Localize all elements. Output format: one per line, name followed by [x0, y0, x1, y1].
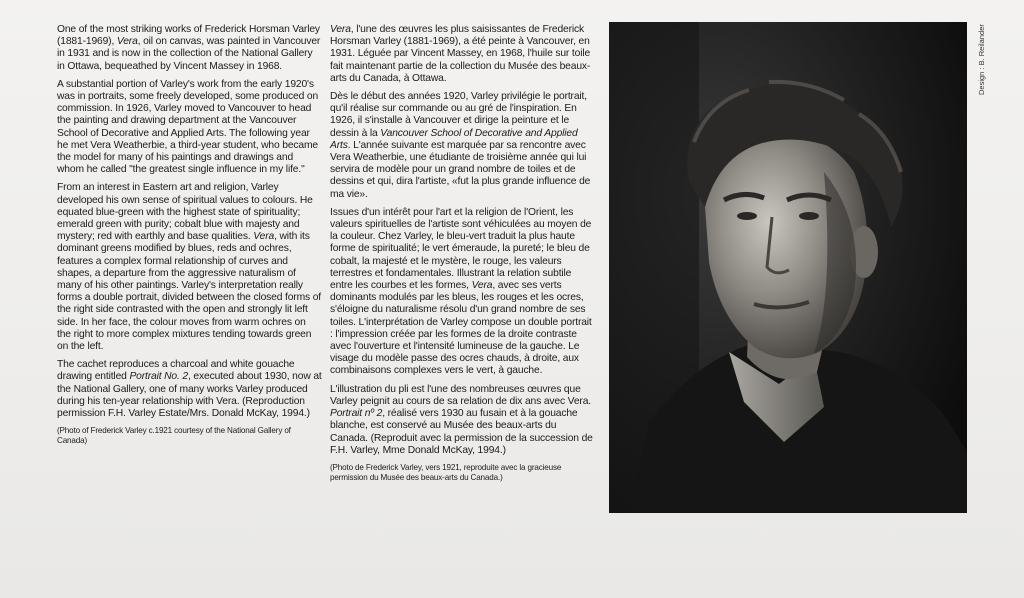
- text-run: , executed about 1930, now at the National Gallery, one of many works Varley produced during his ten-year relationship with Vera. (Reproduction permission F.H. Varley Estate/Mrs. Donald McKay, 1994.): [57, 371, 322, 420]
- french-paragraph-1: [330, 24, 595, 85]
- english-paragraph-2: A substantial portion of Varley's work from the early 1920's was in portraits, some freely developed, some produced on commission. In 1926, Varley moved to Vancouver to head the painting and drawing department at the Vancouver School of Decorative and Applied Arts. The following year he met Vera Weatherbie, a third-year student, who became the model for many of his paintings and drawings and whom he called "the greatest single influence in my life.": [57, 78, 319, 176]
- design-credit: [977, 15, 986, 95]
- italic-title: Vera: [116, 36, 138, 48]
- french-paragraph-2: [330, 91, 595, 201]
- text-run: The cachet reproduces a charcoal and white gouache drawing entitled: [57, 359, 295, 383]
- english-paragraph-1: [57, 24, 322, 73]
- italic-title: Vera: [471, 280, 493, 292]
- text-run: , réalisé vers 1930 au fusain et à la gouache blanche, est conservé au Musée des beaux-arts du Canada. (Reproduit avec la permission de la succession de F.H. Varley, Mme Donald McKay, 1994.): [330, 408, 593, 456]
- italic-title: Vera: [330, 24, 351, 35]
- french-photo-caption: (Photo de Frederick Varley, vers 1921, reproduite avec la gracieuse permission du Musée des beaux-arts du Canada.): [330, 462, 562, 482]
- italic-title: Vera: [253, 231, 275, 243]
- english-column: [57, 24, 322, 452]
- text-run: , oil on canvas, was painted in Vancouver in 1931 and is now in the collection of the National Gallery in Ottawa, bequeathed by Vincent Massey in 1968.: [57, 36, 321, 72]
- english-photo-caption: (Photo of Frederick Varley c.1921 courtesy of the National Gallery of Canada): [57, 426, 291, 446]
- text-run: , avec ses verts dominants modulés par les bleus, les rouges et les ocres, s'éloigne du naturalisme résolu d'un grand nombre de ses toiles. L'interprétation de Varley compose un double portrait : l'impression créée par les formes de la droite contraste avec l'ouverture et l'intensité lumineuse de la gauche. Le visage du modèle passe des ocres chauds, à droite, aux combinaisons complexes vers le vert, à gauche.: [330, 280, 592, 377]
- text-run: From an interest in Eastern art and religion, Varley developed his own sense of spiritual values to colours. He equated blue-green with the highest state of spirituality; emerald green with purity; cobalt blue with majesty and mystery; red with earthly and base qualities.: [57, 182, 313, 243]
- italic-title: Portrait nº 2: [330, 408, 383, 420]
- text-run: , l'une des œuvres les plus saisissantes de Frederick Horsman Varley (1881-1969), a été peinte à Vancouver, en 1931. Léguée par Vincent Massey, en 1968, l'huile sur toile fait maintenant partie de la collection du Musée des beaux-arts du Canada, à Ottawa.: [330, 24, 591, 84]
- design-credit-text: Design : B. Reilander: [977, 24, 986, 95]
- italic-title: Portrait No. 2: [129, 371, 188, 383]
- portrait-photo: [609, 22, 967, 513]
- text-run: Dès le début des années 1920, Varley privilégie le portrait, qu'il réalise sur commande ou au gré de l'inspiration. En 1926, il s'installe à Vancouver et dirige la peinture et le dessin à la: [330, 91, 587, 139]
- italic-title: Vancouver School of Decorative and Applied Arts: [330, 127, 578, 151]
- french-paragraph-4: [330, 384, 595, 457]
- french-paragraph-3: [330, 207, 595, 378]
- text-run: L'illustration du pli est l'une des nombreuses œuvres que Varley peignit au cours de sa relation de dix ans avec Vera.: [330, 383, 591, 407]
- french-column: [330, 24, 595, 489]
- text-run: , with its dominant greens modified by blues, reds and ochres, features a complex formal relationship of curves and shapes, a departure from the aggressive naturalism of many of his other paintings. Varley's interpretation really forms a double portrait, divided between the closed forms of the right side contrasted with the open and strongly lit left side. In her face, the colour moves from warm ochres on the right to more complex mixtures tending towards green on the left.: [57, 231, 322, 353]
- english-paragraph-3: [57, 182, 322, 353]
- english-paragraph-4: [57, 359, 322, 420]
- text-run: Issues d'un intérêt pour l'art et la religion de l'Orient, les valeurs spirituelles de l'artiste sont véhiculées au moyen de la couleur. Chez Varley, le bleu-vert traduit la plus haute forme de spiritualité; le vert émeraude, la pureté; le bleu de cobalt, la majesté et le mystère, le rouge, les valeurs terrestres et fondamentales. Illustrant la relation subtile entre les courbes et les formes,: [330, 206, 592, 292]
- portrait-photo-icon: [609, 22, 967, 513]
- text-run: One of the most striking works of Frederick Horsman Varley (1881-1969),: [57, 24, 320, 48]
- text-run: . L'année suivante est marquée par sa rencontre avec Vera Weatherbie, une étudiante de troisième année qui lui servira de modèle pour un grand nombre de toiles et de dessins et qui, dira l'artiste, «fut la plus grande influence de ma vie».: [330, 139, 591, 200]
